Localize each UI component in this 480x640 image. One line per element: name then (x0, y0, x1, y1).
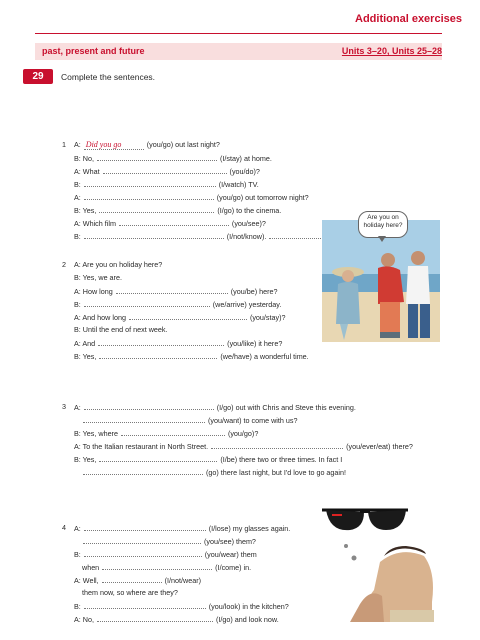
units-link-a[interactable]: Units 3–20 (341, 46, 387, 56)
q2-text: A: And (74, 339, 98, 348)
answer-blank[interactable] (84, 192, 214, 200)
q4-line-8 (74, 614, 279, 624)
q2-text: (you/like) it here? (225, 339, 283, 348)
q1-text: B: (74, 232, 83, 241)
answer-blank[interactable] (97, 153, 217, 161)
header-divider (35, 33, 442, 34)
q2-text: (you/stay)? (247, 313, 286, 322)
q1-text: B: Yes, (74, 206, 99, 215)
answer-blank[interactable] (116, 286, 228, 294)
q4-line-3 (74, 549, 257, 559)
q3-text: (you/want) to come with us? (206, 416, 298, 425)
q1-text: (you/do)? (227, 167, 260, 176)
q3-text: (you/ever/eat) there? (344, 442, 413, 451)
answer-blank[interactable] (129, 312, 247, 320)
q3-text: (I/be) there two or three times. In fact I (218, 455, 343, 464)
q2-line-8 (74, 351, 309, 361)
q3-line-2 (82, 415, 297, 425)
answer-blank[interactable] (84, 523, 206, 531)
q1-line-5 (74, 192, 309, 202)
q1-line-2 (74, 153, 272, 163)
q4-text: when (82, 563, 102, 572)
exercise-instruction: Complete the sentences. (61, 72, 156, 82)
q4-text: (I/lose) my glasses again. (206, 524, 291, 533)
q2-line-6: B: Until the end of next week. (74, 325, 168, 334)
answer-blank[interactable] (99, 454, 217, 462)
q1-text: (I/watch) TV. (216, 180, 259, 189)
q4-text: (I/go) and look now. (213, 615, 279, 624)
q1-text: (I/not/know). (224, 232, 269, 241)
q4-text: A: (74, 524, 83, 533)
q4-line-5 (74, 575, 201, 585)
q1-text: (you/go) out tomorrow night? (214, 193, 309, 202)
answer-blank[interactable] (121, 428, 225, 436)
q4-text: B: (74, 602, 83, 611)
answer-blank[interactable] (211, 441, 343, 449)
q3-line-1 (74, 402, 356, 412)
answer-blank[interactable] (83, 536, 201, 544)
q4-line-4 (82, 562, 251, 572)
answer-blank[interactable] (83, 415, 205, 423)
question-number-1: 1 (62, 140, 66, 149)
q2-text: (we/arrive) yesterday. (210, 300, 282, 309)
q4-text: (you/look) in the kitchen? (206, 602, 289, 611)
q4-text: A: Well, (74, 576, 101, 585)
q4-text: B: (74, 550, 83, 559)
q3-text: B: Yes, (74, 455, 99, 464)
q2-text: B: Yes, (74, 352, 99, 361)
q1-text: (I/stay) at home. (217, 154, 272, 163)
q4-line-7 (74, 601, 289, 611)
q3-line-5 (74, 454, 342, 464)
q4-text: (I/not/wear) (162, 576, 201, 585)
q2-line-1: A: Are you on holiday here? (74, 260, 163, 269)
q2-text: B: (74, 300, 83, 309)
q1-text: (you/see)? (229, 219, 266, 228)
q1-text: A: Which film (74, 219, 118, 228)
q2-text: (we/have) a wonderful time. (218, 352, 309, 361)
answer-blank[interactable] (102, 575, 162, 583)
q1-line-3 (74, 166, 260, 176)
q1-text: B: (74, 180, 83, 189)
q3-text: (you/go)? (225, 429, 259, 438)
man-thinking-photo (320, 492, 440, 622)
q1-example-answer: Did you go (84, 140, 144, 150)
q4-line-2 (82, 536, 256, 546)
speech-bubble-tail (378, 236, 386, 242)
q4-line-1 (74, 523, 290, 533)
question-number-4: 4 (62, 523, 66, 532)
answer-blank[interactable] (84, 601, 206, 609)
q1-line-7 (74, 218, 266, 228)
q4-text: (you/see) them? (202, 537, 256, 546)
q1-text: (you/go) out last night? (144, 140, 220, 149)
answer-blank[interactable] (84, 402, 214, 410)
q3-text: A: To the Italian restaurant in North Street. (74, 442, 211, 451)
q2-line-5 (74, 312, 286, 322)
q3-text: B: Yes, where (74, 429, 120, 438)
q2-text: A: And how long (74, 313, 128, 322)
exercise-number-badge: 29 (23, 69, 53, 84)
q2-line-2: B: Yes, we are. (74, 273, 122, 282)
q4-line-6: them now, so where are they? (82, 588, 178, 597)
answer-blank[interactable] (84, 549, 202, 557)
answer-blank[interactable] (99, 205, 214, 213)
answer-blank[interactable] (102, 562, 212, 570)
q4-text: (I/come) in. (213, 563, 252, 572)
q4-text: (you/wear) them (202, 550, 257, 559)
q2-text: (you/be) here? (228, 287, 278, 296)
q1-line-6 (74, 205, 281, 215)
q3-text: (I/go) out with Chris and Steve this evening. (214, 403, 356, 412)
answer-blank[interactable] (98, 338, 224, 346)
topic-label: past, present and future (42, 46, 145, 56)
q1-line-1 (74, 140, 220, 150)
answer-blank[interactable] (99, 351, 217, 359)
q1-text: A: (74, 140, 83, 149)
q3-line-6 (82, 467, 346, 477)
thinking-man-illustration (320, 492, 440, 622)
answer-blank[interactable] (97, 614, 213, 622)
q3-text: A: (74, 403, 83, 412)
q2-line-3 (74, 286, 278, 296)
units-link-b[interactable]: Units 25–28 (391, 46, 442, 56)
q1-text: A: What (74, 167, 102, 176)
q1-text: (I/go) to the cinema. (215, 206, 282, 215)
answer-blank[interactable] (84, 299, 210, 307)
q4-text: A: No, (74, 615, 96, 624)
q1-text: A: (74, 193, 83, 202)
question-number-3: 3 (62, 402, 66, 411)
question-number-2: 2 (62, 260, 66, 269)
speech-bubble: Are you on holiday here? (358, 211, 408, 238)
q2-line-7 (74, 338, 282, 348)
answer-blank[interactable] (103, 166, 227, 174)
units-separator: , (386, 46, 392, 56)
q3-line-4 (74, 441, 413, 451)
q1-line-4 (74, 179, 259, 189)
answer-blank[interactable] (84, 179, 216, 187)
q3-text: (go) there last night, but I'd love to go again! (204, 468, 347, 477)
units-reference[interactable] (342, 46, 442, 56)
answer-blank[interactable] (119, 218, 229, 226)
q3-line-3 (74, 428, 258, 438)
answer-blank[interactable] (83, 467, 203, 475)
q2-text: A: How long (74, 287, 115, 296)
section-title: Additional exercises (355, 13, 462, 25)
q2-line-4 (74, 299, 281, 309)
q1-text: B: No, (74, 154, 96, 163)
answer-blank[interactable] (84, 231, 224, 239)
